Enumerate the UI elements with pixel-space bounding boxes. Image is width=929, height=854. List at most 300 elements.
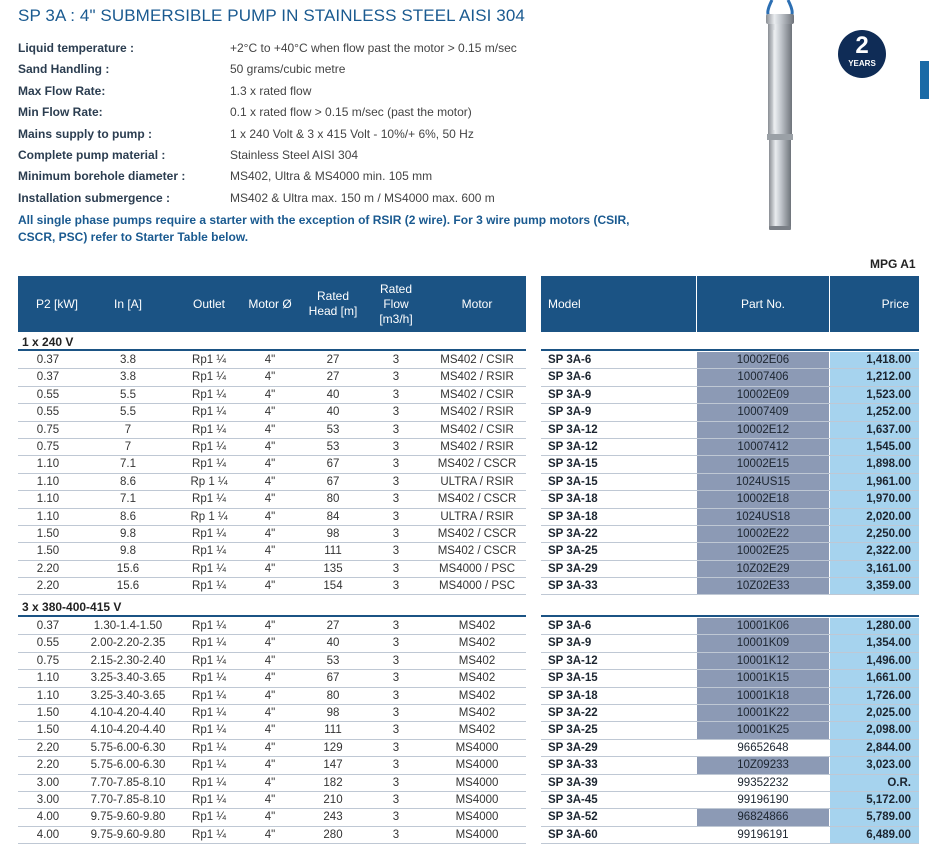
cell-part-number: 10007406 (697, 369, 829, 386)
table-row (0, 653, 929, 670)
cell-current: 8.6 (120, 510, 136, 523)
cell-motor-diameter: 4" (264, 562, 276, 575)
cell-motor: MS402 (458, 620, 496, 632)
cell-p2: 0.75 (36, 423, 60, 436)
cell-part-number: 10001K18 (697, 688, 829, 705)
starter-note: All single phase pumps require a starter with the exception of RSIR (2 wire). For 3 wire pump motors (CSIR, CSCR, PSC) refer to Starter Table below. (18, 213, 630, 244)
cell-price: 6,489.00 (830, 827, 919, 844)
cell-rated-flow: 3 (392, 706, 400, 719)
table-row (0, 705, 929, 722)
cell-current: 8.6 (120, 475, 136, 488)
cell-price: O.R. (830, 775, 919, 792)
cell-p2: 1.10 (36, 475, 60, 488)
cell-p2: 2.20 (36, 741, 60, 754)
cell-rated-flow: 3 (392, 475, 400, 488)
cell-motor: MS402 (458, 654, 496, 667)
cell-motor: MS402 / RSIR (440, 371, 514, 384)
cell-part-number: 96652648 (737, 741, 789, 754)
cell-model: SP 3A-22 (548, 527, 598, 540)
cell-current: 9.8 (120, 545, 136, 558)
cell-rated-flow: 3 (392, 759, 400, 772)
cell-motor-diameter: 4" (264, 689, 276, 702)
warranty-years-text: YEARS (848, 59, 876, 68)
cell-part-number: 10002E12 (697, 422, 829, 439)
cell-motor: MS4000 (455, 741, 499, 754)
cell-part-number: 10001K09 (697, 635, 829, 652)
cell-part-number: 10001K15 (697, 670, 829, 687)
cell-price: 1,898.00 (830, 456, 919, 473)
cell-current: 5.75-6.00-6.30 (90, 741, 166, 754)
cell-rated-flow: 3 (392, 423, 400, 436)
table-row (0, 543, 929, 560)
cell-motor: MS402 (458, 637, 496, 650)
cell-rated-head: 129 (323, 741, 343, 754)
cell-motor: MS402 / RSIR (440, 440, 514, 453)
cell-p2: 1.10 (36, 510, 60, 523)
spec-label: Sand Handling : (18, 62, 110, 77)
cell-rated-flow: 3 (392, 458, 400, 471)
cell-p2: 0.37 (36, 354, 60, 366)
spec-value: Stainless Steel AISI 304 (230, 147, 359, 162)
cell-rated-head: 135 (323, 562, 343, 575)
cell-current: 3.8 (120, 354, 136, 366)
cell-p2: 2.20 (36, 580, 60, 593)
cell-outlet: Rp1 ¼ (192, 793, 226, 806)
cell-price: 5,789.00 (830, 809, 919, 826)
cell-current: 3.25-3.40-3.65 (90, 689, 166, 702)
cell-motor-diameter: 4" (264, 672, 276, 685)
cell-motor: MS4000 / PSC (438, 580, 516, 593)
spec-label: Min Flow Rate: (18, 105, 103, 120)
spec-row (18, 127, 538, 148)
cell-motor: ULTRA / RSIR (440, 475, 514, 488)
cell-motor: MS402 (458, 672, 496, 685)
cell-model: SP 3A-6 (548, 620, 592, 632)
spec-value: +2°C to +40°C when flow past the motor > 0.15 m/sec (230, 41, 517, 55)
cell-outlet: Rp1 ¼ (192, 672, 226, 685)
cell-model: SP 3A-22 (548, 706, 598, 719)
cell-outlet: Rp1 ¼ (192, 811, 226, 824)
cell-rated-flow: 3 (392, 620, 400, 632)
cell-rated-head: 182 (323, 776, 343, 789)
table-row (0, 439, 929, 456)
cell-p2: 1.50 (36, 545, 60, 558)
cell-price: 1,354.00 (830, 635, 919, 652)
cell-outlet: Rp1 ¼ (192, 759, 226, 772)
cell-current: 2.00-2.20-2.35 (90, 637, 166, 650)
cell-current: 7.1 (120, 493, 136, 506)
cell-p2: 1.10 (36, 672, 60, 685)
spec-row (18, 169, 538, 190)
cell-price: 2,844.00 (830, 740, 919, 757)
cell-motor: MS402 (458, 689, 496, 702)
cell-outlet: Rp1 ¼ (192, 776, 226, 789)
cell-rated-head: 84 (326, 510, 340, 523)
cell-rated-flow: 3 (392, 527, 400, 540)
warranty-years-number: 2 (855, 32, 869, 59)
cell-model: SP 3A-6 (548, 354, 592, 366)
cell-rated-head: 27 (326, 620, 340, 632)
cell-price: 3,023.00 (830, 757, 919, 774)
cell-motor-diameter: 4" (264, 475, 276, 488)
cell-outlet: Rp1 ¼ (192, 406, 226, 419)
group-divider (541, 615, 919, 617)
header-motor-dia: Motor Ø (248, 296, 292, 311)
cell-price: 1,252.00 (830, 404, 919, 421)
cell-rated-flow: 3 (392, 354, 400, 366)
cell-model: SP 3A-18 (548, 689, 598, 702)
cell-rated-head: 111 (324, 545, 342, 558)
cell-rated-flow: 3 (392, 440, 400, 453)
cell-rated-flow: 3 (392, 724, 400, 737)
cell-model: SP 3A-15 (548, 672, 598, 685)
cell-price: 1,523.00 (830, 387, 919, 404)
cell-current: 3.8 (120, 371, 136, 384)
cell-rated-head: 80 (326, 493, 340, 506)
cell-motor-diameter: 4" (264, 510, 276, 523)
cell-outlet: Rp1 ¼ (192, 562, 226, 575)
cell-part-number: 10001K22 (697, 705, 829, 722)
cell-price: 1,545.00 (830, 439, 919, 456)
table-row (0, 456, 929, 473)
cell-motor: MS402 / CSIR (440, 354, 514, 366)
cell-motor-diameter: 4" (264, 741, 276, 754)
table-row (0, 792, 929, 809)
cell-current: 9.75-9.60-9.80 (90, 811, 166, 824)
cell-part-number: 10002E18 (697, 491, 829, 508)
cell-outlet: Rp1 ¼ (192, 689, 226, 702)
cell-price: 2,025.00 (830, 705, 919, 722)
price-table-header (541, 276, 919, 332)
cell-model: SP 3A-12 (548, 423, 598, 436)
cell-price: 5,172.00 (830, 792, 919, 809)
cell-rated-head: 80 (326, 689, 340, 702)
cell-rated-head: 40 (326, 406, 340, 419)
cell-motor: MS402 (458, 724, 496, 737)
cell-price: 2,322.00 (830, 543, 919, 560)
cell-p2: 1.10 (36, 689, 60, 702)
cell-model: SP 3A-18 (548, 510, 598, 523)
cell-p2: 0.55 (36, 637, 60, 650)
cell-rated-flow: 3 (392, 406, 400, 419)
cell-part-number: 10001K06 (697, 618, 829, 635)
cell-current: 9.75-9.60-9.80 (90, 828, 166, 841)
cell-part-number: 10002E25 (697, 543, 829, 560)
cell-current: 2.15-2.30-2.40 (90, 654, 166, 667)
cell-part-number: 99196191 (737, 828, 789, 841)
header-p2: P2 [kW] (35, 296, 78, 311)
cell-p2: 1.50 (36, 706, 60, 719)
cell-current: 7.70-7.85-8.10 (90, 776, 166, 789)
cell-motor-diameter: 4" (264, 828, 276, 841)
table-row (0, 491, 929, 508)
cell-current: 7 (124, 423, 132, 436)
table-row (0, 635, 929, 652)
cell-motor-diameter: 4" (264, 440, 276, 453)
cell-part-number: 99352232 (737, 776, 789, 789)
cell-current: 7 (124, 440, 132, 453)
cell-outlet: Rp1 ¼ (192, 828, 226, 841)
cell-motor-diameter: 4" (264, 371, 276, 384)
spec-value: 0.1 x rated flow > 0.15 m/sec (past the motor) (230, 105, 472, 120)
cell-rated-head: 27 (326, 354, 340, 366)
cell-part-number: 1024US18 (697, 509, 829, 526)
cell-p2: 1.50 (36, 724, 60, 737)
group-label-three-phase: 3 x 380-400-415 V (22, 600, 122, 614)
spec-label: Max Flow Rate: (18, 83, 106, 98)
cell-rated-flow: 3 (392, 741, 400, 754)
table-row (0, 474, 929, 491)
cell-motor-diameter: 4" (264, 724, 276, 737)
spec-label: Installation submergence : (18, 190, 171, 205)
cell-outlet: Rp1 ¼ (192, 423, 226, 436)
cell-rated-flow: 3 (392, 580, 400, 593)
cell-motor: MS4000 (455, 793, 499, 806)
spec-row (18, 105, 538, 126)
cell-motor-diameter: 4" (264, 423, 276, 436)
cell-price: 1,496.00 (830, 653, 919, 670)
cell-part-number: 10Z02E29 (697, 561, 829, 578)
spec-value: 1 x 240 Volt & 3 x 415 Volt - 10%/+ 6%, 50 Hz (230, 126, 474, 141)
cell-outlet: Rp1 ¼ (192, 527, 226, 540)
cell-rated-head: 243 (323, 811, 343, 824)
cell-rated-head: 40 (326, 388, 340, 401)
cell-p2: 0.37 (36, 371, 60, 384)
cell-rated-head: 67 (326, 475, 340, 488)
table-row (0, 509, 929, 526)
cell-outlet: Rp1 ¼ (192, 440, 226, 453)
spec-label: Minimum borehole diameter : (18, 169, 186, 184)
cell-motor-diameter: 4" (264, 458, 276, 471)
cell-rated-flow: 3 (392, 793, 400, 806)
cell-part-number: 10Z02E33 (697, 578, 829, 595)
spec-value: 1.3 x rated flow (230, 83, 312, 98)
header-head: Rated Head [m] (308, 289, 358, 318)
cell-rated-head: 53 (326, 423, 340, 436)
cell-motor-diameter: 4" (264, 759, 276, 772)
cell-outlet: Rp1 ¼ (192, 493, 226, 506)
cell-current: 5.5 (120, 388, 136, 401)
cell-price: 1,637.00 (830, 422, 919, 439)
cell-p2: 1.50 (36, 527, 60, 540)
table-row (0, 404, 929, 421)
cell-outlet: Rp1 ¼ (192, 354, 226, 366)
price-list-code: MPG A1 (870, 257, 916, 271)
cell-model: SP 3A-18 (548, 493, 598, 506)
cell-rated-head: 280 (323, 828, 343, 841)
cell-motor-diameter: 4" (264, 406, 276, 419)
cell-price: 2,098.00 (830, 722, 919, 739)
single-phase-rows (0, 352, 929, 595)
cell-motor: MS4000 (455, 759, 499, 772)
cell-motor-diameter: 4" (264, 354, 276, 366)
cell-rated-head: 40 (326, 637, 340, 650)
cell-model: SP 3A-6 (548, 371, 592, 384)
cell-price: 1,280.00 (830, 618, 919, 635)
cell-motor: MS4000 (455, 811, 499, 824)
cell-price: 1,961.00 (830, 474, 919, 491)
cell-model: SP 3A-29 (548, 562, 598, 575)
spec-value: MS402 & Ultra max. 150 m / MS4000 max. 600 m (230, 190, 495, 205)
cell-motor: ULTRA / RSIR (440, 510, 514, 523)
spec-table-header (18, 276, 526, 332)
pump-image (750, 0, 810, 232)
cell-outlet: Rp1 ¼ (192, 741, 226, 754)
cell-current: 7.1 (120, 458, 136, 471)
cell-model: SP 3A-39 (548, 776, 598, 789)
spec-label: Complete pump material : (18, 147, 166, 162)
cell-rated-head: 67 (326, 458, 340, 471)
header-outlet: Outlet (192, 296, 225, 311)
cell-p2: 4.00 (36, 811, 60, 824)
cell-p2: 4.00 (36, 828, 60, 841)
cell-rated-flow: 3 (392, 562, 400, 575)
cell-model: SP 3A-33 (548, 759, 598, 772)
cell-model: SP 3A-12 (548, 654, 598, 667)
table-row (0, 722, 929, 739)
header-in: In [A] (113, 296, 142, 311)
cell-outlet: Rp1 ¼ (192, 654, 226, 667)
cell-rated-head: 98 (326, 706, 340, 719)
cell-model: SP 3A-60 (548, 828, 598, 841)
cell-outlet: Rp1 ¼ (192, 724, 226, 737)
row-rule (18, 594, 526, 595)
cell-current: 4.10-4.20-4.40 (90, 724, 166, 737)
header-flow: Rated Flow [m3/h] (379, 281, 413, 326)
row-rule (541, 843, 919, 844)
cell-price: 1,212.00 (830, 369, 919, 386)
table-row (0, 561, 929, 578)
spec-row (18, 41, 538, 62)
cell-rated-head: 154 (323, 580, 343, 593)
table-row (0, 757, 929, 774)
table-row (0, 827, 929, 844)
cell-motor-diameter: 4" (264, 706, 276, 719)
cell-rated-flow: 3 (392, 493, 400, 506)
cell-motor-diameter: 4" (264, 654, 276, 667)
cell-price: 2,020.00 (830, 509, 919, 526)
table-row (0, 740, 929, 757)
group-divider (18, 349, 526, 351)
spec-row (18, 62, 538, 83)
cell-motor-diameter: 4" (264, 580, 276, 593)
cell-outlet: Rp 1 ¼ (190, 510, 228, 523)
cell-part-number: 10002E22 (697, 526, 829, 543)
cell-rated-flow: 3 (392, 811, 400, 824)
table-row (0, 526, 929, 543)
cell-rated-flow: 3 (392, 654, 400, 667)
spec-label: Liquid temperature : (18, 41, 135, 55)
cell-motor: MS402 / RSIR (440, 406, 514, 419)
group-label-single-phase: 1 x 240 V (22, 335, 74, 349)
cell-motor: MS402 / CSIR (440, 388, 514, 401)
table-row (0, 578, 929, 595)
cell-motor-diameter: 4" (264, 811, 276, 824)
cell-current: 3.25-3.40-3.65 (90, 672, 166, 685)
cell-rated-head: 67 (326, 672, 340, 685)
cell-motor: MS4000 (455, 776, 499, 789)
table-row (0, 809, 929, 826)
cell-current: 7.70-7.85-8.10 (90, 793, 166, 806)
cell-motor-diameter: 4" (264, 776, 276, 789)
spec-row (18, 148, 538, 169)
three-phase-rows (0, 618, 929, 844)
table-row (0, 422, 929, 439)
cell-motor: MS4000 / PSC (438, 562, 516, 575)
cell-model: SP 3A-9 (548, 388, 592, 401)
cell-part-number: 1024US15 (697, 474, 829, 491)
table-row (0, 369, 929, 386)
cell-motor-diameter: 4" (264, 637, 276, 650)
cell-current: 5.5 (120, 406, 136, 419)
row-rule (18, 843, 526, 844)
cell-rated-flow: 3 (392, 371, 400, 384)
cell-motor: MS402 / CSIR (440, 423, 514, 436)
cell-model: SP 3A-33 (548, 580, 598, 593)
cell-rated-head: 53 (326, 440, 340, 453)
cell-outlet: Rp1 ¼ (192, 637, 226, 650)
cell-rated-head: 147 (323, 759, 343, 772)
header-part: Part No. (740, 296, 785, 311)
group-divider (541, 349, 919, 351)
cell-rated-flow: 3 (392, 689, 400, 702)
cell-outlet: Rp1 ¼ (192, 580, 226, 593)
warranty-badge (838, 30, 886, 78)
cell-model: SP 3A-52 (548, 811, 598, 824)
table-row (0, 688, 929, 705)
cell-part-number: 10002E15 (697, 456, 829, 473)
cell-motor: MS402 / CSCR (437, 545, 517, 558)
header-price: Price (881, 296, 909, 311)
cell-model: SP 3A-12 (548, 440, 598, 453)
cell-p2: 1.10 (36, 493, 60, 506)
cell-part-number: 99196190 (737, 793, 789, 806)
cell-rated-flow: 3 (392, 510, 400, 523)
cell-rated-head: 27 (326, 371, 340, 384)
spec-value: MS402, Ultra & MS4000 min. 105 mm (230, 169, 433, 184)
cell-rated-head: 53 (326, 654, 340, 667)
spec-row (18, 84, 538, 105)
cell-motor-diameter: 4" (264, 620, 276, 632)
spec-list (18, 41, 538, 212)
cell-rated-flow: 3 (392, 637, 400, 650)
cell-p2: 3.00 (36, 793, 60, 806)
cell-rated-head: 98 (326, 527, 340, 540)
cell-outlet: Rp1 ¼ (192, 458, 226, 471)
cell-current: 5.75-6.00-6.30 (90, 759, 166, 772)
cell-outlet: Rp1 ¼ (192, 388, 226, 401)
cell-rated-flow: 3 (392, 776, 400, 789)
group-divider (18, 615, 526, 617)
cell-rated-flow: 3 (392, 828, 400, 841)
cell-part-number: 10001K12 (697, 653, 829, 670)
header-motor: Motor (461, 296, 493, 311)
cell-outlet: Rp1 ¼ (192, 706, 226, 719)
cell-motor: MS402 / CSCR (437, 493, 517, 506)
cell-model: SP 3A-45 (548, 793, 598, 806)
cell-p2: 0.75 (36, 440, 60, 453)
cell-part-number: 10Z09233 (697, 757, 829, 774)
cell-p2: 0.37 (36, 620, 60, 632)
cell-outlet: Rp1 ¼ (192, 371, 226, 384)
cell-rated-head: 210 (323, 793, 343, 806)
spec-label: Mains supply to pump : (18, 126, 152, 141)
cell-part-number: 10007409 (697, 404, 829, 421)
cell-price: 1,418.00 (830, 352, 919, 369)
cell-part-number: 10001K25 (697, 722, 829, 739)
cell-rated-flow: 3 (392, 672, 400, 685)
cell-outlet: Rp1 ¼ (192, 545, 226, 558)
